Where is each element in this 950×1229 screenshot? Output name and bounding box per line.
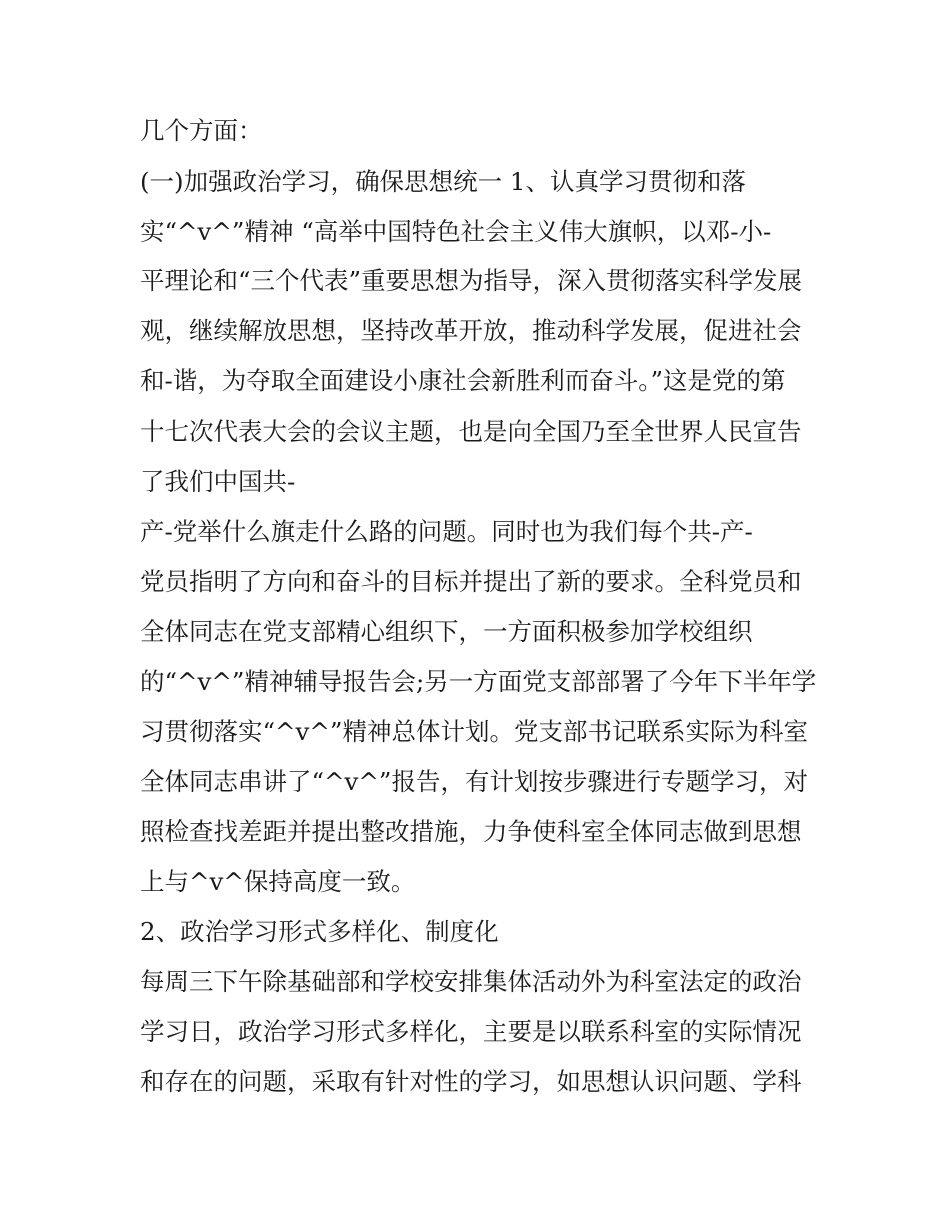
text-line: 产-党举什么旗走什么路的问题。同时也为我们每个共-产- [140, 517, 753, 546]
text-line: 十七次代表大会的会议主题，也是向全国乃至全世界人民宣告 [140, 417, 802, 446]
text-line: 照检查找差距并提出整改措施，力争使科室全体同志做到思想 [140, 817, 802, 846]
text-line: (一)加强政治学习，确保思想统一 1、认真学习贯彻和落 [140, 167, 746, 196]
text-line: 上与^v^保持高度一致。 [140, 867, 416, 896]
text-line: 全体同志在党支部精心组织下，一方面积极参加学校组织 [140, 617, 753, 646]
text-line: 了我们中国共- [140, 467, 296, 496]
text-line: 几个方面： [140, 116, 263, 145]
text-line: 平理论和“三个代表”重要思想为指导，深入贯彻落实科学发展 [140, 266, 803, 295]
text-line: 实“^v^”精神 “高举中国特色社会主义伟大旗帜，以邓-小- [140, 217, 772, 246]
text-line: 习贯彻落实“^v^”精神总体计划。党支部书记联系实际为科室 [140, 717, 808, 746]
text-line: 观，继续解放思想，坚持改革开放，推动科学发展，促进社会 [140, 316, 802, 345]
section-heading: 2、政治学习形式多样化、制度化 [140, 917, 499, 946]
text-line: 党员指明了方向和奋斗的目标并提出了新的要求。全科党员和 [140, 567, 802, 596]
text-line: 的“^v^”精神辅导报告会;另一方面党支部部署了今年下半年学 [140, 667, 817, 696]
text-line: 学习日，政治学习形式多样化，主要是以联系科室的实际情况 [140, 1017, 802, 1046]
text-line: 和存在的问题，采取有针对性的学习，如思想认识问题、学科 [140, 1067, 802, 1096]
text-line: 和-谐，为夺取全面建设小康社会新胜利而奋斗。”这是党的第 [140, 366, 786, 395]
text-line: 每周三下午除基础部和学校安排集体活动外为科室法定的政治 [140, 967, 802, 996]
text-line: 全体同志串讲了“^v^”报告，有计划按步骤进行专题学习，对 [140, 767, 808, 796]
